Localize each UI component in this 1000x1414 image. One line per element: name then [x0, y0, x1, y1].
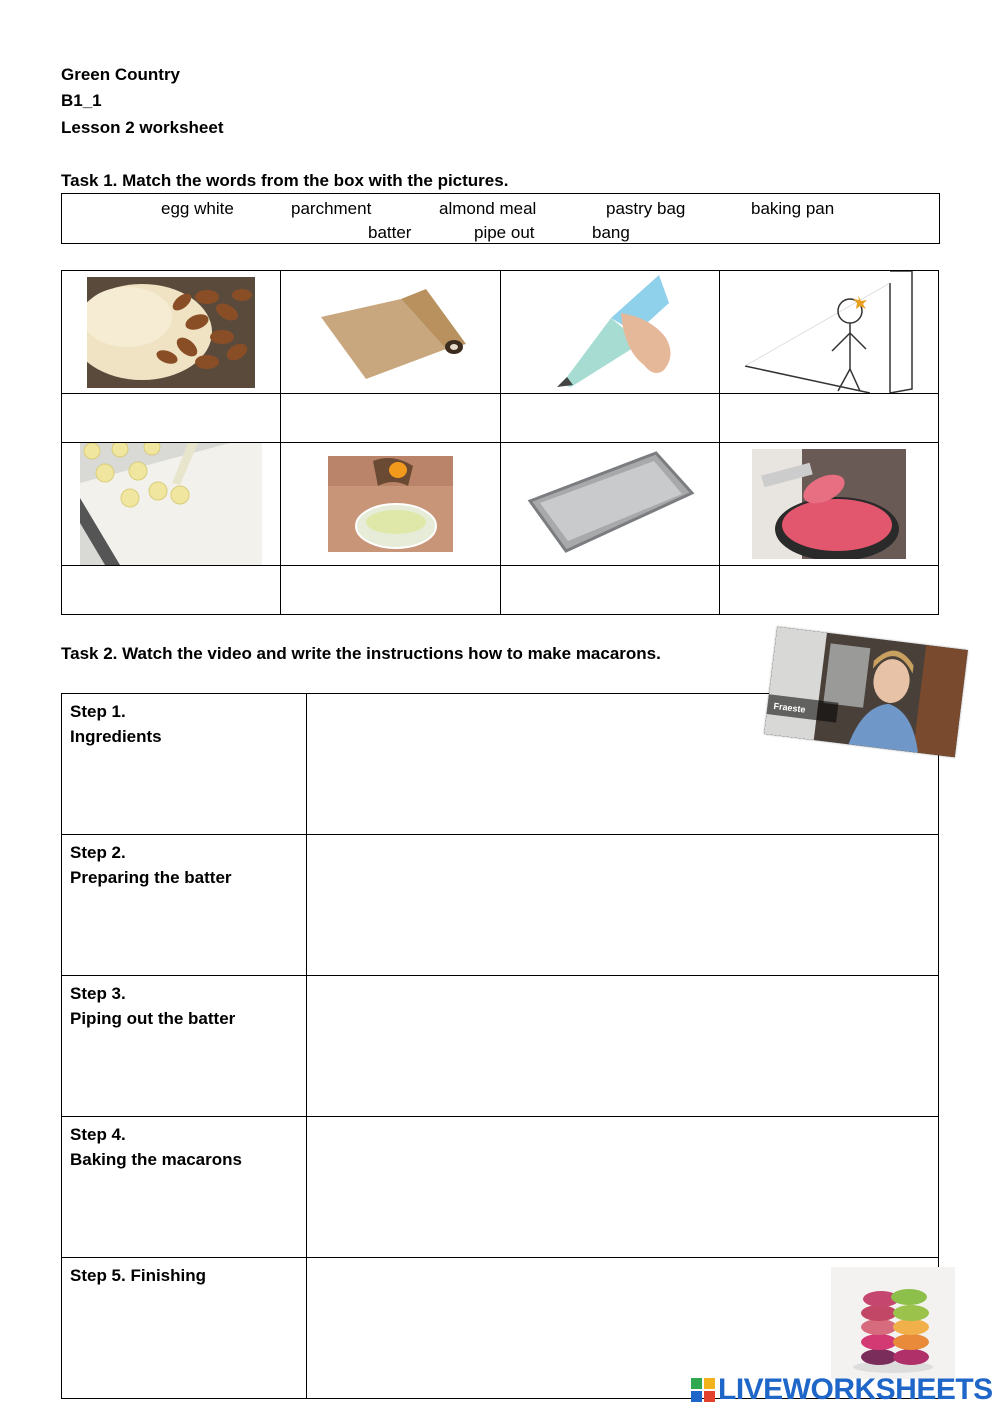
- answer-input-2[interactable]: [285, 398, 499, 440]
- worksheet-title: Lesson 2 worksheet: [61, 118, 224, 137]
- step-2-answer[interactable]: [311, 839, 938, 975]
- pastry-bag-photo: [551, 273, 676, 391]
- parchment-roll-photo: [316, 279, 466, 384]
- liveworksheets-mark-icon: [690, 1377, 716, 1403]
- word-item: pipe out: [474, 223, 535, 242]
- word-box: [61, 193, 940, 244]
- word-item: pastry bag: [606, 199, 686, 218]
- picture-cell: [500, 443, 719, 566]
- picture-cell: [281, 443, 500, 566]
- brand-name: LIVEWORKSHEETS: [718, 1373, 993, 1406]
- picture-cell: [62, 443, 281, 566]
- answer-input-3[interactable]: [505, 398, 719, 440]
- egg-separating-photo: [328, 456, 453, 552]
- answer-input-7[interactable]: [505, 570, 719, 612]
- pink-batter-photo: [752, 449, 906, 559]
- step-label: Step 4. Baking the macarons: [62, 1117, 307, 1258]
- picture-cell: [62, 271, 281, 394]
- picture-cell: [719, 443, 938, 566]
- answer-input-6[interactable]: [285, 570, 499, 612]
- task1-title: Task 1. Match the words from the box with the pictures.: [61, 171, 509, 190]
- answer-input-1[interactable]: [66, 398, 280, 440]
- picture-cell: [500, 271, 719, 394]
- word-item: baking pan: [751, 199, 835, 218]
- video-overlay-text: Fraeste: [773, 700, 807, 715]
- picture-cell: [281, 271, 500, 394]
- step-label: Step 5. Finishing: [62, 1258, 307, 1399]
- step-label: Step 1. Ingredients: [62, 694, 307, 835]
- word-item: almond meal: [439, 199, 537, 218]
- almond-meal-photo: [87, 277, 255, 388]
- answer-input-4[interactable]: [724, 398, 938, 440]
- answer-input-5[interactable]: [66, 570, 280, 612]
- level-code: B1_1: [61, 91, 102, 110]
- step-label: Step 2. Preparing the batter: [62, 835, 307, 976]
- step-label: Step 3. Piping out the batter: [62, 976, 307, 1117]
- word-item: bang: [592, 223, 630, 242]
- baking-pan-photo: [526, 451, 696, 559]
- video-thumbnail[interactable]: [764, 627, 968, 758]
- picture-cell: [719, 271, 938, 394]
- step-4-answer[interactable]: [311, 1121, 938, 1257]
- liveworksheets-logo: [690, 1374, 993, 1406]
- word-item: batter: [368, 223, 412, 242]
- stick-figure-drawing: [740, 271, 939, 393]
- answer-input-8[interactable]: [724, 570, 938, 612]
- picture-grid: [61, 270, 939, 615]
- word-item: egg white: [161, 199, 234, 218]
- word-item: parchment: [291, 199, 372, 218]
- course-name: Green Country: [61, 65, 181, 84]
- step-3-answer[interactable]: [311, 980, 938, 1116]
- task2-title: Task 2. Watch the video and write the instructions how to make macarons.: [61, 644, 661, 663]
- video-frame-image: [764, 627, 968, 758]
- piping-macarons-photo: [80, 443, 262, 565]
- steps-table: [61, 693, 939, 1399]
- macarons-stack-image: [831, 1267, 955, 1379]
- macarons-photo: [831, 1267, 955, 1379]
